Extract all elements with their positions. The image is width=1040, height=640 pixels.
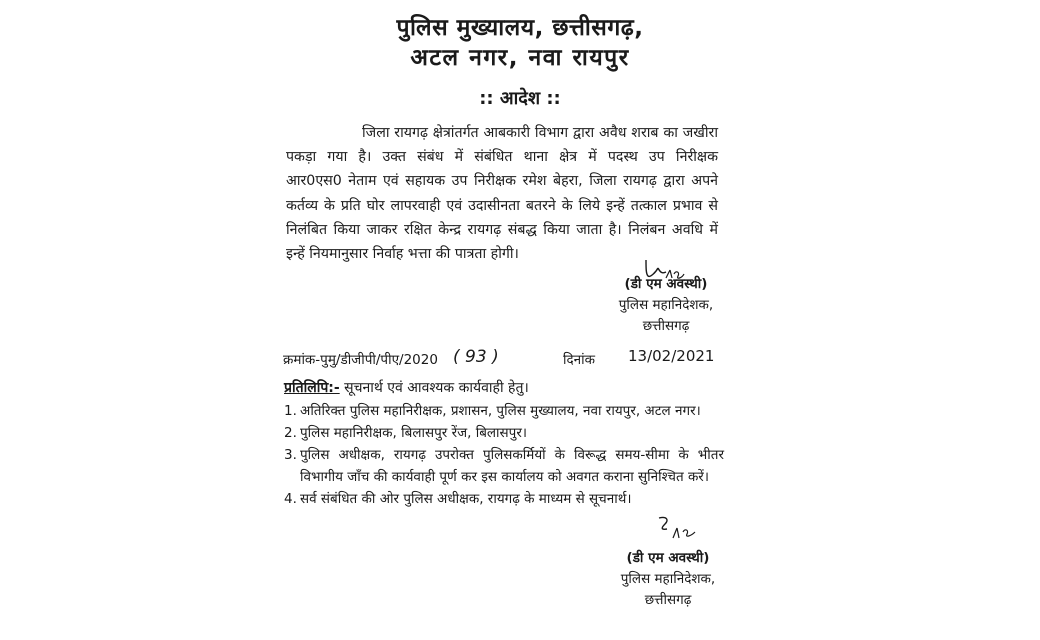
- reference-row: [283, 347, 723, 376]
- list-item: [284, 488, 724, 510]
- list-item: [284, 422, 724, 444]
- signatory-name: (डी एम अवस्थी): [624, 276, 708, 292]
- body-line: पकड़ा गया है। उक्त संबंध में संबंधित थाना क्षेत्र में पदस्थ उप निरीक्षक: [286, 149, 718, 166]
- order-body: [286, 121, 718, 266]
- list-text: अतिरिक्त पुलिस महानिरीक्षक, प्रशासन, पुलिस मुख्यालय, नवा रायपुर, अटल नगर।: [300, 403, 701, 419]
- body-line: आर0एस0 नेताम एवं सहायक उप निरीक्षक रमेश बेहरा, जिला रायगढ़ द्वारा अपने: [286, 173, 718, 190]
- body-line: कर्तव्य के प्रति घोर लापरवाही एवं उदासीनता बतरने के लिये इन्हें तत्काल प्रभाव से: [286, 197, 718, 214]
- body-line: इन्हें नियमानुसार निर्वाह भत्ता की पात्रता होगी।: [286, 246, 519, 263]
- signatory-state: छत्तीसगढ़: [642, 318, 690, 334]
- list-item: [284, 400, 724, 422]
- list-text: पुलिस महानिरीक्षक, बिलासपुर रेंज, बिलासपुर।: [300, 425, 527, 441]
- signatory-designation: पुलिस महानिदेशक,: [618, 297, 714, 313]
- signatory-designation: पुलिस महानिदेशक,: [620, 571, 716, 587]
- handwritten-number: ( 93 ): [453, 347, 499, 367]
- list-item: [284, 444, 724, 488]
- reference-number: क्रमांक-पुमु/डीजीपी/पीए/2020: [283, 352, 438, 368]
- list-number: 4.: [284, 491, 297, 507]
- copy-to-header: [284, 378, 529, 397]
- copy-to-label: प्रतिलिपि:-: [284, 380, 340, 396]
- header-office: पुलिस मुख्यालय, छत्तीसगढ़,: [396, 15, 644, 41]
- list-text: पुलिस अधीक्षक, रायगढ़ उपरोक्त पुलिसकर्मियों के विरूद्ध समय-सीमा के भीतर विभागीय जाँच की कार्यवाही पूर्ण कर इस कार्यालय को अवगत कराना सुनिश्चित करें।: [300, 447, 724, 485]
- copy-list: [284, 400, 724, 510]
- list-number: 3.: [284, 447, 297, 463]
- body-line: निलंबित किया जाकर रक्षित केन्द्र रायगढ़ संबद्ध किया जाता है। निलंबन अवधि में: [286, 221, 718, 238]
- copy-to-text: सूचनार्थ एवं आवश्यक कार्यवाही हेतु।: [339, 380, 529, 396]
- list-text: सर्व संबंधित की ओर पुलिस अधीक्षक, रायगढ़ के माध्यम से सूचनार्थ।: [300, 491, 632, 507]
- signature-block-1: [610, 274, 722, 337]
- header-address: अटल नगर, नवा रायपुर: [410, 45, 630, 71]
- body-line: जिला रायगढ़ क्षेत्रांतर्गत आबकारी विभाग द्वारा अवैध शराब का जखीरा: [362, 125, 718, 141]
- order-title: :: आदेश ::: [479, 88, 561, 109]
- signatory-name: (डी एम अवस्थी): [626, 550, 710, 566]
- list-number: 2.: [284, 425, 297, 441]
- signature-block-2: [612, 548, 724, 611]
- date-value: 13/02/2021: [628, 347, 715, 365]
- signatory-state: छत्तीसगढ़: [644, 592, 692, 608]
- list-number: 1.: [284, 403, 297, 419]
- date-label: दिनांक: [563, 352, 596, 368]
- handwritten-initials: [655, 512, 701, 542]
